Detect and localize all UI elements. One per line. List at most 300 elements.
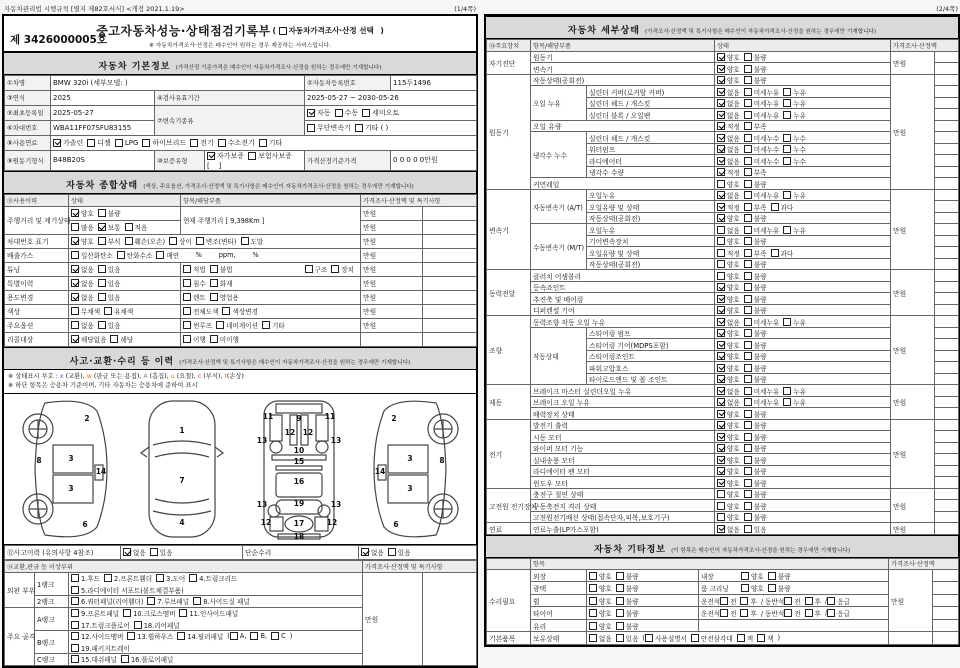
checkbox-도말[interactable] bbox=[241, 236, 264, 246]
checkbox-7.루브패널[interactable] bbox=[147, 596, 189, 606]
checkbox-없음[interactable] bbox=[717, 156, 740, 166]
cell bbox=[531, 224, 587, 270]
checkbox-없음[interactable] bbox=[717, 397, 740, 407]
checkbox-누유[interactable] bbox=[783, 190, 806, 200]
document-subtitle: ※ 자동차가격조사·산정은 매수인이 원하는 경우 제공하는 서비스입니다. bbox=[149, 43, 331, 49]
checkbox-없음[interactable] bbox=[717, 317, 740, 327]
table-row bbox=[5, 105, 477, 120]
checkbox-label: 없음 bbox=[727, 100, 740, 109]
checkbox-label: 불량 bbox=[753, 422, 767, 431]
checkbox-부족[interactable] bbox=[744, 248, 767, 258]
checkbox-label: 불량 bbox=[753, 261, 767, 270]
checkbox-변조(변타)[interactable] bbox=[196, 236, 237, 246]
checkbox-18.리어패널[interactable] bbox=[134, 620, 180, 630]
empty-box-icon bbox=[744, 295, 752, 303]
checkbox-6.쿼터패널(리어휀더)[interactable] bbox=[71, 596, 143, 606]
checkbox-응급[interactable] bbox=[827, 596, 850, 606]
checkbox-불량[interactable] bbox=[744, 294, 767, 304]
checkbox-렌트[interactable] bbox=[183, 292, 206, 302]
checkbox-부족[interactable] bbox=[744, 167, 767, 177]
text: 기본품목 bbox=[489, 635, 516, 644]
checkbox-양호[interactable] bbox=[717, 282, 740, 292]
checkbox-불량[interactable] bbox=[744, 271, 767, 281]
cell bbox=[487, 569, 531, 632]
checkbox-8.사이드실 패널[interactable] bbox=[193, 596, 250, 606]
checkbox-없음[interactable] bbox=[717, 225, 740, 235]
checkbox-불량[interactable] bbox=[616, 608, 639, 618]
checkbox-불량[interactable] bbox=[744, 432, 767, 442]
checkbox-적정[interactable] bbox=[717, 202, 740, 212]
empty-box-icon bbox=[744, 203, 752, 211]
checkbox-label: 수소전기 bbox=[227, 138, 255, 147]
checkbox-적정[interactable] bbox=[717, 121, 740, 131]
checkbox-미세누유[interactable] bbox=[744, 110, 779, 120]
checkbox-전체도색[interactable] bbox=[183, 306, 218, 316]
checkbox-적법[interactable] bbox=[183, 264, 206, 274]
panel-number-label: 6 bbox=[81, 519, 88, 529]
checkbox-디젤[interactable] bbox=[87, 138, 111, 148]
checkbox-있음[interactable] bbox=[98, 320, 121, 330]
empty-box-icon bbox=[744, 111, 752, 119]
cell bbox=[5, 248, 69, 262]
checkbox-네비게이션[interactable] bbox=[216, 320, 258, 330]
checkbox-불량[interactable] bbox=[768, 583, 791, 593]
checkbox-불량[interactable] bbox=[744, 328, 767, 338]
checkbox-불량[interactable] bbox=[744, 409, 767, 419]
cell bbox=[587, 132, 715, 144]
checkbox-16.플로어패널[interactable] bbox=[121, 654, 173, 664]
checkbox-B,[interactable] bbox=[250, 632, 267, 640]
checkbox-부족[interactable] bbox=[744, 121, 767, 131]
checkbox-label: 양호 bbox=[727, 261, 740, 270]
checkbox-양호[interactable] bbox=[717, 75, 740, 85]
checkbox-있음[interactable] bbox=[744, 524, 767, 534]
checkbox-LPG[interactable] bbox=[115, 139, 139, 147]
checkbox-전[interactable] bbox=[784, 608, 800, 618]
checkbox-양호[interactable] bbox=[717, 455, 740, 465]
checkbox-후[interactable] bbox=[740, 596, 756, 606]
checkbox-양호[interactable] bbox=[741, 583, 764, 593]
cell bbox=[715, 327, 891, 339]
checkbox-없음[interactable] bbox=[71, 264, 94, 274]
cell bbox=[487, 385, 531, 420]
checkbox-15.대쉬패널[interactable] bbox=[71, 654, 117, 664]
checkbox-양호[interactable] bbox=[717, 432, 740, 442]
panel-number-label: 14 bbox=[95, 466, 106, 476]
checkbox-부식[interactable] bbox=[98, 236, 121, 246]
checkbox-11.인사이드패널[interactable] bbox=[179, 608, 238, 618]
checkbox-전[interactable] bbox=[720, 596, 736, 606]
checkbox-불법[interactable] bbox=[210, 264, 233, 274]
checkbox-화재[interactable] bbox=[210, 278, 233, 288]
checkbox-침수[interactable] bbox=[183, 278, 206, 288]
checkbox-불량[interactable] bbox=[744, 478, 767, 488]
checkbox-label: 기타 ( ) bbox=[364, 123, 389, 132]
checkbox-없음[interactable] bbox=[361, 547, 384, 557]
checkbox-label: 없음 bbox=[727, 318, 740, 327]
cell bbox=[5, 560, 363, 572]
checkbox-label: 부족 bbox=[753, 169, 767, 178]
checkbox-불량[interactable] bbox=[616, 596, 639, 606]
cell bbox=[69, 595, 363, 607]
checkbox-label: 이행 bbox=[193, 336, 206, 345]
cell bbox=[935, 86, 959, 98]
checkbox-불량[interactable] bbox=[768, 571, 791, 581]
checkbox-불량[interactable] bbox=[744, 512, 767, 522]
checkbox-장치[interactable] bbox=[331, 264, 354, 274]
empty-box-icon bbox=[150, 548, 158, 556]
checkbox-14.필러패널[interactable] bbox=[177, 631, 223, 641]
checkbox-불량[interactable] bbox=[744, 52, 767, 62]
checkbox-미세누수[interactable] bbox=[744, 133, 779, 143]
checkbox-후[interactable] bbox=[805, 596, 821, 606]
checkbox-없음[interactable] bbox=[717, 133, 740, 143]
checkbox-사용설명서[interactable] bbox=[642, 633, 687, 644]
checkbox-있음[interactable] bbox=[98, 292, 121, 302]
text: 실린더 블록 / 오일팬 bbox=[589, 111, 651, 120]
checked-box-icon bbox=[123, 548, 131, 556]
checkbox-전기[interactable] bbox=[190, 138, 214, 148]
checkbox-양호[interactable] bbox=[717, 443, 740, 453]
checkbox-누수[interactable] bbox=[783, 133, 806, 143]
cell bbox=[35, 595, 69, 607]
checkbox-label: 무채색 bbox=[81, 308, 101, 317]
checkbox-미세누유[interactable] bbox=[744, 225, 779, 235]
checkbox-3.도어[interactable] bbox=[156, 573, 185, 583]
checkbox-양호[interactable] bbox=[717, 236, 740, 246]
empty-box-icon bbox=[783, 99, 791, 107]
checkbox-자가보증[interactable] bbox=[207, 151, 244, 161]
checkbox-유채색[interactable] bbox=[104, 306, 133, 316]
checkbox-2.프론트휀더[interactable] bbox=[104, 573, 152, 583]
checkbox-있음[interactable] bbox=[616, 633, 639, 643]
checkbox-불량[interactable] bbox=[744, 236, 767, 246]
checkbox-상이[interactable] bbox=[169, 236, 192, 246]
checkbox-기타[interactable] bbox=[259, 138, 283, 148]
checkbox-누수[interactable] bbox=[783, 144, 806, 154]
checkbox-없음[interactable] bbox=[717, 110, 740, 120]
checkbox-label: 무단변속기 bbox=[317, 123, 351, 132]
checkbox-후[interactable] bbox=[740, 608, 756, 618]
text: 연료 bbox=[489, 525, 503, 534]
checkbox-양호[interactable] bbox=[717, 409, 740, 419]
checkbox-과다[interactable] bbox=[771, 248, 794, 258]
checkbox-13.휠하우스[interactable] bbox=[127, 631, 173, 641]
checkbox-불량[interactable] bbox=[744, 75, 767, 85]
checkbox-없음[interactable] bbox=[71, 278, 94, 288]
checkbox-있음[interactable] bbox=[150, 547, 173, 557]
text: ⑩보증유형 bbox=[157, 156, 188, 165]
checkbox-이행[interactable] bbox=[183, 334, 206, 344]
checkbox-양호[interactable] bbox=[717, 340, 740, 350]
checkbox-불량[interactable] bbox=[616, 571, 639, 581]
checkbox-있음[interactable] bbox=[388, 547, 411, 557]
checkbox-있음[interactable] bbox=[98, 278, 121, 288]
checkbox-누유[interactable] bbox=[783, 317, 806, 327]
checkbox-양호[interactable] bbox=[717, 489, 740, 499]
checkbox-양호[interactable] bbox=[717, 501, 740, 511]
checkbox-12.사이드멤버[interactable] bbox=[71, 631, 123, 641]
checkbox-미세누유[interactable] bbox=[744, 98, 779, 108]
checkbox-구조[interactable] bbox=[305, 264, 328, 274]
checkbox-10.크로스멤버[interactable] bbox=[123, 608, 175, 618]
cell bbox=[699, 594, 889, 607]
checkbox-불량[interactable] bbox=[744, 443, 767, 453]
checkbox-해당[interactable] bbox=[110, 334, 133, 344]
checkbox-보통[interactable] bbox=[98, 222, 121, 232]
cell bbox=[5, 120, 51, 135]
checkbox-미세누유[interactable] bbox=[744, 87, 779, 97]
checkbox-양호[interactable] bbox=[717, 328, 740, 338]
checkbox-가솔린[interactable] bbox=[53, 138, 83, 148]
cell bbox=[935, 419, 959, 431]
checkbox-양호[interactable] bbox=[717, 179, 740, 189]
checkbox-미세누수[interactable] bbox=[744, 144, 779, 154]
checkbox-누유[interactable] bbox=[783, 386, 806, 396]
panel-number-label: 14 bbox=[374, 466, 385, 476]
checkbox-5.라디에이터 서포트(볼트체결부품)[interactable] bbox=[71, 585, 184, 595]
checkbox-미세누수[interactable] bbox=[744, 156, 779, 166]
empty-box-icon bbox=[616, 609, 624, 617]
text: 만원 bbox=[893, 399, 907, 408]
checkbox-누수[interactable] bbox=[783, 156, 806, 166]
checkbox-양호[interactable] bbox=[589, 571, 612, 581]
checkbox-label: 양호 bbox=[727, 479, 740, 488]
checkbox-불량[interactable] bbox=[616, 621, 639, 631]
checkbox-label: 불량 bbox=[753, 284, 767, 293]
checkbox-누유[interactable] bbox=[783, 397, 806, 407]
checkbox-없음[interactable] bbox=[589, 633, 612, 643]
checkbox-label: 양호 bbox=[727, 491, 740, 500]
checkbox-없음[interactable] bbox=[717, 386, 740, 396]
cell bbox=[181, 262, 361, 276]
checkbox-양호[interactable] bbox=[717, 478, 740, 488]
checkbox-label: 8.사이드실 패널 bbox=[203, 598, 250, 607]
checkbox-없음[interactable] bbox=[123, 547, 146, 557]
checkbox-양호[interactable] bbox=[717, 294, 740, 304]
checkbox-label: 없음 bbox=[727, 111, 740, 120]
checkbox-수동[interactable] bbox=[335, 108, 359, 118]
checkbox-label: 양호 bbox=[727, 364, 740, 373]
checkbox-A,[interactable] bbox=[230, 632, 247, 640]
text: 주요옵션 bbox=[7, 322, 34, 331]
checkbox-양호[interactable] bbox=[717, 351, 740, 361]
checkbox-불량[interactable] bbox=[744, 363, 767, 373]
empty-box-icon bbox=[768, 572, 776, 580]
checkbox-후[interactable] bbox=[805, 608, 821, 618]
empty-box-icon bbox=[71, 307, 79, 315]
checkbox-양호[interactable] bbox=[71, 236, 94, 246]
checkbox-불량[interactable] bbox=[744, 213, 767, 223]
checkbox-C[interactable] bbox=[271, 632, 286, 640]
checkbox-19.패키지트레이[interactable] bbox=[71, 643, 130, 653]
checkbox-양호[interactable] bbox=[717, 374, 740, 384]
checkbox-양호[interactable] bbox=[717, 466, 740, 476]
checkbox-양호[interactable] bbox=[589, 583, 612, 593]
checkbox-양호[interactable] bbox=[741, 571, 764, 581]
checkbox-불량[interactable] bbox=[98, 208, 121, 218]
checkbox-적음[interactable] bbox=[125, 222, 148, 232]
checkbox-label: C bbox=[281, 631, 286, 640]
checkbox-양호[interactable] bbox=[717, 271, 740, 281]
checkbox-1.후드[interactable] bbox=[71, 573, 100, 583]
checked-box-icon bbox=[717, 410, 725, 418]
checkbox-미세누유[interactable] bbox=[744, 317, 779, 327]
text: 현재 주행거리 [ 9,398Km ] bbox=[183, 217, 265, 226]
checkbox-색상변경[interactable] bbox=[222, 306, 257, 316]
text: ※ 하단 항목은 승용차 기준이며, 기타 자동차는 승용차에 준하여 표시 bbox=[8, 382, 198, 390]
panel-number-label: 17 bbox=[293, 518, 304, 528]
checkbox-불량[interactable] bbox=[744, 374, 767, 384]
checkbox-과다[interactable] bbox=[771, 202, 794, 212]
checkbox-label: 불량 bbox=[625, 597, 639, 606]
checkbox-label: 불법 bbox=[219, 266, 233, 275]
checkbox-불량[interactable] bbox=[616, 583, 639, 593]
checkbox-탄화수소[interactable] bbox=[117, 250, 152, 260]
checkbox-9.프론트패널[interactable] bbox=[71, 608, 119, 618]
cell bbox=[891, 39, 959, 51]
checkbox-미세누유[interactable] bbox=[744, 397, 779, 407]
checkbox-label: 불량 bbox=[625, 610, 639, 619]
checkbox-불량[interactable] bbox=[744, 455, 767, 465]
checkbox-전[interactable] bbox=[784, 596, 800, 606]
empty-box-icon bbox=[744, 99, 752, 107]
checkbox-양호[interactable] bbox=[717, 420, 740, 430]
checkbox-없음[interactable] bbox=[71, 320, 94, 330]
checkbox-적정[interactable] bbox=[717, 167, 740, 177]
checkbox-불량[interactable] bbox=[744, 64, 767, 74]
checkbox-보험사보증[interactable] bbox=[248, 151, 292, 161]
empty-box-icon bbox=[307, 124, 315, 132]
checkbox-자동[interactable] bbox=[307, 108, 331, 118]
checkbox-없음[interactable] bbox=[717, 524, 740, 534]
checkbox-썬루프[interactable] bbox=[183, 320, 212, 330]
checkbox-label: 누유 bbox=[793, 399, 806, 408]
checkbox-양호[interactable] bbox=[717, 363, 740, 373]
cell bbox=[715, 224, 891, 236]
checkbox-일산화탄소[interactable] bbox=[71, 250, 113, 260]
checked-box-icon bbox=[98, 223, 106, 231]
cell bbox=[391, 75, 477, 90]
checkbox-매연[interactable] bbox=[156, 250, 179, 260]
checkbox-양호[interactable] bbox=[589, 608, 612, 618]
checkbox-불량[interactable] bbox=[744, 305, 767, 315]
checkbox-불량[interactable] bbox=[744, 282, 767, 292]
text: 타이로드엔드 및 볼 조인트 bbox=[589, 376, 668, 385]
checkbox-미이행[interactable] bbox=[210, 334, 239, 344]
checkbox-적정[interactable] bbox=[717, 248, 740, 258]
checkbox-양호[interactable] bbox=[717, 512, 740, 522]
text: x bbox=[59, 372, 64, 380]
cell bbox=[587, 350, 715, 362]
checkbox-훼손(오손)[interactable] bbox=[125, 236, 166, 246]
checkbox-17.트렁크플로어[interactable] bbox=[71, 620, 130, 630]
checkbox-불량[interactable] bbox=[744, 501, 767, 511]
checkbox-불량[interactable] bbox=[744, 179, 767, 189]
checkbox-양호[interactable] bbox=[589, 621, 612, 631]
checkbox-없음[interactable] bbox=[717, 98, 740, 108]
checkbox-label: 수동 bbox=[344, 108, 359, 117]
checkbox-불량[interactable] bbox=[744, 340, 767, 350]
cell bbox=[891, 488, 935, 523]
checkbox-없음[interactable] bbox=[717, 144, 740, 154]
cell bbox=[715, 247, 891, 259]
cell bbox=[181, 276, 361, 290]
checkbox-없음[interactable] bbox=[717, 190, 740, 200]
checkbox-자동차가격조사·산정 선택[interactable] bbox=[279, 25, 374, 36]
checkbox-없음[interactable] bbox=[71, 292, 94, 302]
checkbox-전[interactable] bbox=[720, 608, 736, 618]
checkbox-4.트렁크리드[interactable] bbox=[189, 573, 237, 583]
checkbox-양호[interactable] bbox=[717, 64, 740, 74]
checkbox-세미오토[interactable] bbox=[362, 108, 399, 118]
checkbox-많음[interactable] bbox=[71, 222, 94, 232]
checkbox-누유[interactable] bbox=[783, 225, 806, 235]
checkbox-양호[interactable] bbox=[71, 208, 94, 218]
checkbox-label: 양호 bbox=[727, 468, 740, 477]
cell bbox=[5, 332, 69, 346]
checkbox-불량[interactable] bbox=[744, 351, 767, 361]
checkbox-있음[interactable] bbox=[98, 264, 121, 274]
checkbox-불량[interactable] bbox=[744, 259, 767, 269]
checkbox-기타 ( )[interactable] bbox=[355, 123, 388, 133]
cell bbox=[935, 97, 959, 109]
checkbox-응급[interactable] bbox=[827, 608, 850, 618]
checkbox-양호[interactable] bbox=[717, 259, 740, 269]
cell bbox=[891, 523, 935, 535]
checkbox-label: 보통 bbox=[107, 224, 121, 233]
checkbox-불량[interactable] bbox=[744, 420, 767, 430]
checkbox-미세누유[interactable] bbox=[744, 386, 779, 396]
checkbox-양호[interactable] bbox=[717, 52, 740, 62]
cell bbox=[69, 318, 181, 332]
checkbox-label: LPG bbox=[124, 138, 139, 147]
checkbox-누유[interactable] bbox=[783, 87, 806, 97]
checkbox-부족[interactable] bbox=[744, 202, 767, 212]
checkbox-수소전기[interactable] bbox=[218, 138, 255, 148]
checkbox-잭[interactable] bbox=[757, 633, 773, 643]
empty-box-icon bbox=[98, 209, 106, 217]
checkbox-무채색[interactable] bbox=[71, 306, 100, 316]
checkbox-잭[interactable] bbox=[737, 633, 753, 643]
checkbox-양호[interactable] bbox=[717, 213, 740, 223]
checkbox-누유[interactable] bbox=[783, 110, 806, 120]
checkbox-영업용[interactable] bbox=[210, 292, 239, 302]
checkbox-불량[interactable] bbox=[744, 466, 767, 476]
empty-box-icon bbox=[744, 490, 752, 498]
table-row bbox=[5, 194, 477, 206]
text: 만원 bbox=[893, 226, 907, 235]
checkbox-해당없음[interactable] bbox=[71, 334, 106, 344]
cell bbox=[51, 90, 155, 105]
checkbox-불량[interactable] bbox=[744, 489, 767, 499]
checkbox-하이브리드[interactable] bbox=[142, 138, 186, 148]
empty-box-icon bbox=[196, 237, 204, 245]
empty-box-icon bbox=[784, 609, 792, 617]
text: / 동반석 bbox=[760, 610, 785, 619]
cell bbox=[935, 109, 959, 121]
checkbox-누유[interactable] bbox=[783, 98, 806, 108]
checkbox-안전삼각대[interactable] bbox=[691, 633, 733, 643]
checkbox-미세누유[interactable] bbox=[744, 190, 779, 200]
cell bbox=[423, 248, 477, 262]
empty-box-icon bbox=[744, 375, 752, 383]
checkbox-없음[interactable] bbox=[717, 87, 740, 97]
checkbox-양호[interactable] bbox=[589, 596, 612, 606]
checkbox-무단변속기[interactable] bbox=[307, 123, 351, 133]
checkbox-양호[interactable] bbox=[717, 305, 740, 315]
checkbox-기타[interactable] bbox=[262, 320, 285, 330]
